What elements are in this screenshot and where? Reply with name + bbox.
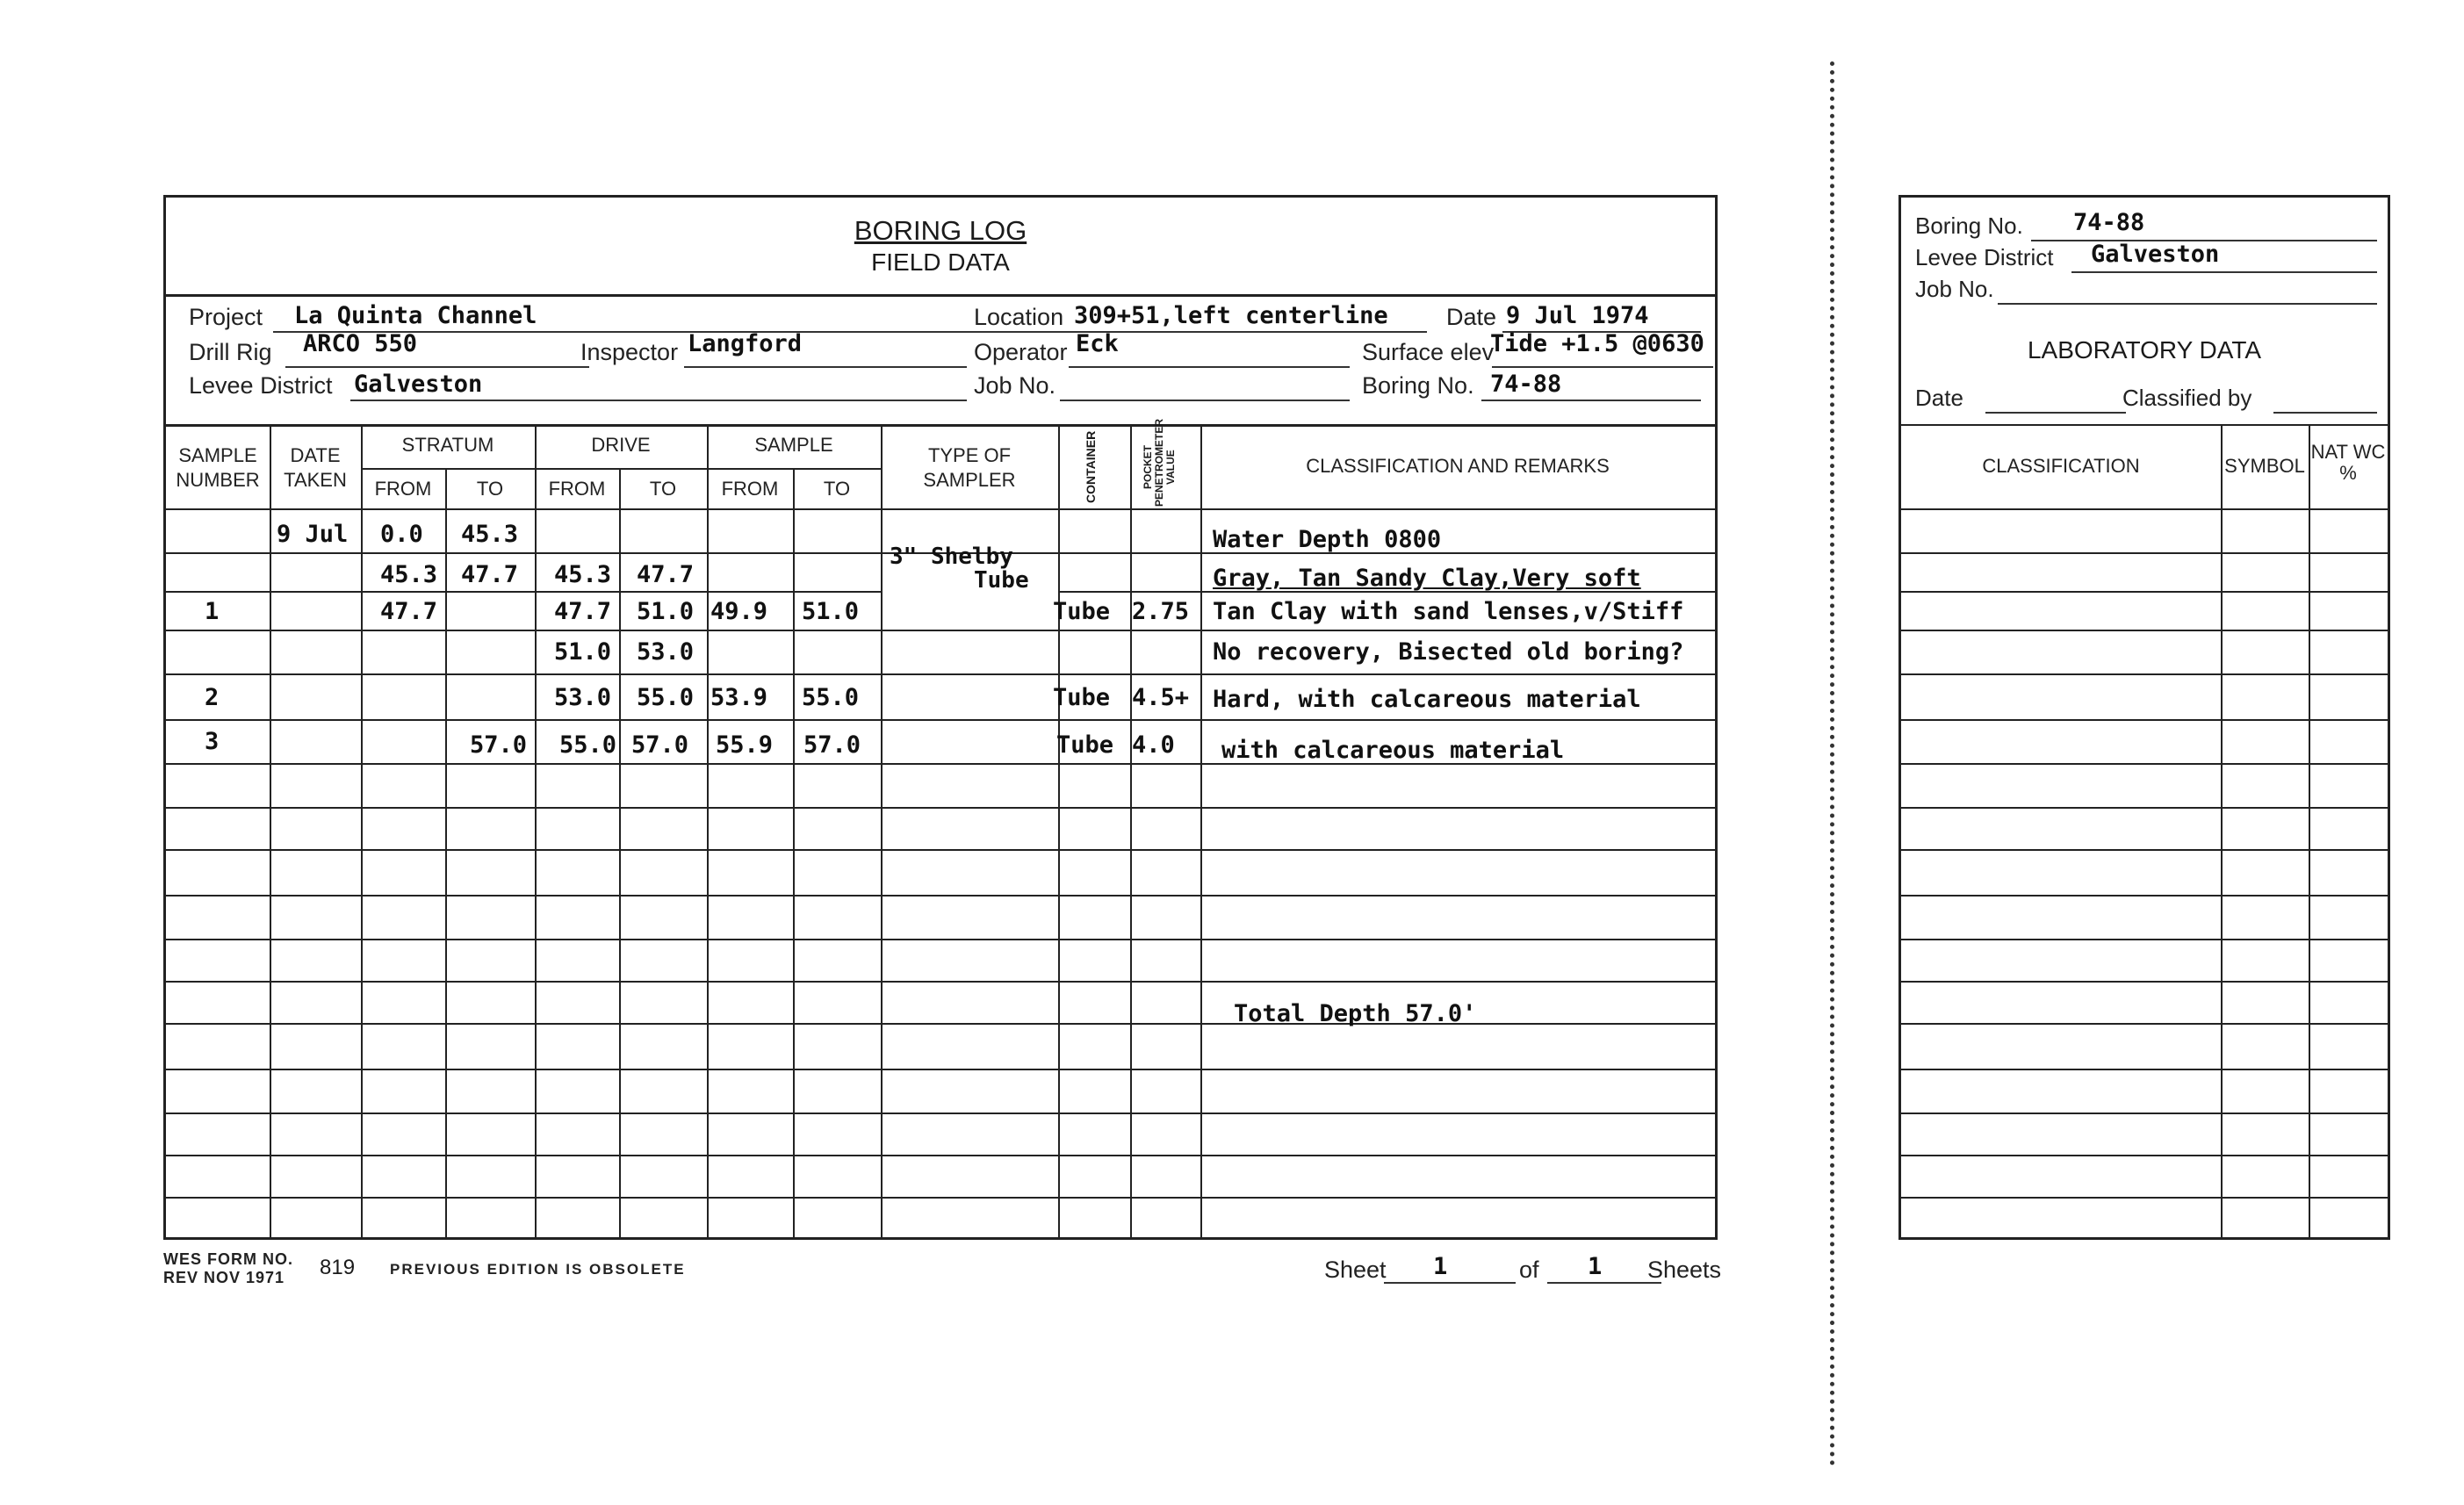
remarks-header: CLASSIFICATION AND REMARKS xyxy=(1306,455,1610,477)
table-cell: Tube xyxy=(1053,684,1111,711)
location-label: Location xyxy=(974,304,1064,330)
lab-boring-no-field[interactable]: Boring No. 74-88 xyxy=(1915,212,2377,243)
boring-no-value: 74-88 xyxy=(1490,371,1562,398)
boring-no-field[interactable] xyxy=(1362,370,1701,403)
table-cell: Tube xyxy=(1053,598,1111,625)
inspector-field[interactable] xyxy=(580,330,967,370)
header-block xyxy=(166,294,1715,427)
table-cell: Gray, Tan Sandy Clay,Very soft xyxy=(1213,565,1641,592)
lab-classified-by-field[interactable]: Classified by xyxy=(2122,384,2377,415)
boring-log-form xyxy=(163,195,1718,1240)
surface-elev-field[interactable] xyxy=(1362,330,1713,370)
form-number-label: WES FORM NO. REV NOV 1971 xyxy=(163,1250,293,1286)
form-subtitle: FIELD DATA xyxy=(871,248,1010,276)
table-cell: 9 Jul xyxy=(277,521,349,548)
table-cell: 57.0 xyxy=(470,731,528,759)
form-number: 819 xyxy=(320,1256,356,1279)
table-cell: 2.75 xyxy=(1132,598,1190,625)
surface-elev-label: Surface elev xyxy=(1362,339,1495,365)
lab-job-no-field[interactable]: Job No. xyxy=(1915,275,2377,306)
sheets-total: 1 xyxy=(1588,1253,1603,1280)
table-cell: 45.3 xyxy=(554,561,612,588)
sampler-type: 3" Shelby Tube xyxy=(890,544,1029,594)
table-cell: 53.0 xyxy=(637,638,695,666)
table-cell: 1 xyxy=(205,598,220,625)
lab-table xyxy=(1901,424,2388,1240)
table-cell: 47.7 xyxy=(554,598,612,625)
table-cell: 4.0 xyxy=(1132,731,1175,759)
sample-number-header: SAMPLE NUMBER xyxy=(176,444,260,491)
drill-rig-value: ARCO 550 xyxy=(303,330,418,357)
obsolete-notice: PREVIOUS EDITION IS OBSOLETE xyxy=(390,1261,686,1278)
lab-symbol-header: SYMBOL xyxy=(2224,455,2305,477)
operator-value: Eck xyxy=(1076,330,1119,357)
table-cell: Tan Clay with sand lenses,v/Stiff xyxy=(1213,598,1684,625)
total-depth: Total Depth 57.0' xyxy=(1234,1000,1477,1027)
operator-field[interactable] xyxy=(974,330,1350,370)
operator-label: Operator xyxy=(974,339,1068,365)
table-cell: 51.0 xyxy=(554,638,612,666)
levee-district-label: Levee District xyxy=(189,372,333,399)
inspector-value: Langford xyxy=(688,330,803,357)
laboratory-data-form xyxy=(1898,195,2390,1240)
container-header: CONTAINER xyxy=(1084,430,1098,504)
table-cell: 53.9 xyxy=(710,684,768,711)
date-taken-header: DATE TAKEN xyxy=(284,444,347,491)
title-block xyxy=(166,198,1715,297)
inspector-label: Inspector xyxy=(580,339,679,365)
drill-rig-field[interactable] xyxy=(189,330,589,370)
table-cell: 47.7 xyxy=(380,598,438,625)
table-cell: 55.0 xyxy=(559,731,617,759)
lab-boring-no-value: 74-88 xyxy=(2073,209,2145,236)
sample-from-header: FROM xyxy=(721,478,779,500)
table-cell: 51.0 xyxy=(637,598,695,625)
type-of-sampler-header: TYPE OF SAMPLER xyxy=(923,444,1016,491)
pocket-penetrometer-header: POCKET PENETROMETER VALUE xyxy=(1142,418,1177,507)
date-label: Date xyxy=(1446,304,1497,330)
table-cell: with calcareous material xyxy=(1221,737,1565,764)
table-cell: 45.3 xyxy=(461,521,519,548)
table-cell: No recovery, Bisected old boring? xyxy=(1213,638,1684,666)
sample-header: SAMPLE xyxy=(754,434,833,456)
levee-district-value: Galveston xyxy=(354,371,483,398)
table-cell: 53.0 xyxy=(554,684,612,711)
perforation-line xyxy=(1830,61,1834,1466)
table-cell: 55.0 xyxy=(637,684,695,711)
lab-classification-header: CLASSIFICATION xyxy=(1982,455,2140,477)
drive-to-header: TO xyxy=(649,478,677,500)
job-no-label: Job No. xyxy=(974,372,1056,399)
table-cell: 4.5+ xyxy=(1132,684,1190,711)
table-cell: 45.3 xyxy=(380,561,438,588)
drill-rig-label: Drill Rig xyxy=(189,339,272,365)
table-cell: 47.7 xyxy=(637,561,695,588)
table-cell: 55.0 xyxy=(802,684,860,711)
job-no-field[interactable] xyxy=(974,370,1350,403)
table-cell: 2 xyxy=(205,684,220,711)
table-cell: Hard, with calcareous material xyxy=(1213,686,1641,713)
form-title: BORING LOG xyxy=(854,215,1027,246)
lab-levee-district-value: Galveston xyxy=(2091,241,2220,268)
drive-header: DRIVE xyxy=(591,434,651,456)
drive-from-header: FROM xyxy=(548,478,606,500)
lab-date-field[interactable]: Date xyxy=(1915,384,2126,415)
sheet-number: 1 xyxy=(1433,1253,1448,1280)
project-label: Project xyxy=(189,304,263,330)
table-cell: 49.9 xyxy=(710,598,768,625)
table-cell: 51.0 xyxy=(802,598,860,625)
stratum-to-header: TO xyxy=(476,478,504,500)
table-cell: 0.0 xyxy=(380,521,423,548)
project-value: La Quinta Channel xyxy=(294,302,537,329)
lab-nat-wc-header: NAT WC % xyxy=(2310,441,2386,484)
table-cell: 57.0 xyxy=(803,731,861,759)
location-value: 309+51,left centerline xyxy=(1074,302,1388,329)
table-cell: 57.0 xyxy=(631,731,689,759)
sample-to-header: TO xyxy=(823,478,851,500)
table-cell: Water Depth 0800 xyxy=(1213,526,1442,553)
table-cell: 3 xyxy=(205,728,220,755)
table-cell: 55.9 xyxy=(716,731,774,759)
stratum-header: STRATUM xyxy=(401,434,494,456)
surface-elev-value: Tide +1.5 @0630 xyxy=(1490,330,1704,357)
date-value: 9 Jul 1974 xyxy=(1506,302,1649,329)
stratum-from-header: FROM xyxy=(374,478,432,500)
levee-district-field[interactable] xyxy=(189,370,967,403)
table-cell: Tube xyxy=(1056,731,1114,759)
lab-levee-district-field[interactable]: Levee District Galveston xyxy=(1915,243,2377,275)
boring-no-label: Boring No. xyxy=(1362,372,1474,399)
sheet-counter: Sheet 1 of 1 Sheets xyxy=(1324,1253,1722,1283)
lab-title: LABORATORY DATA xyxy=(2027,336,2262,364)
table-cell: 47.7 xyxy=(461,561,519,588)
